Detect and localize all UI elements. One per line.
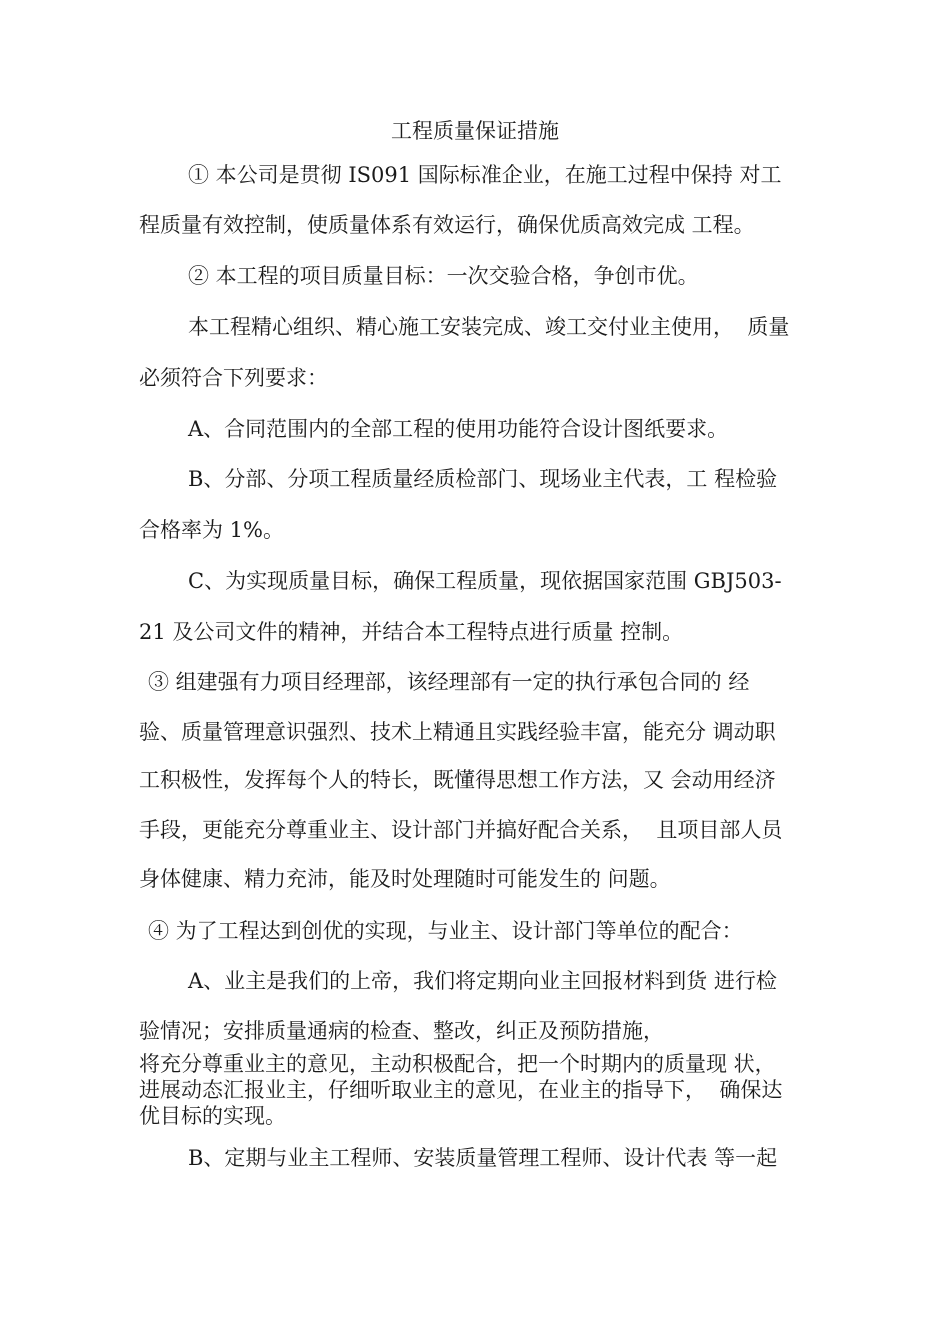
- paragraph-line: 合格率为 1%。: [139, 518, 284, 542]
- paragraph-line: 将充分尊重业主的意见，主动积极配合，把一个时期内的质量现 状，: [139, 1052, 776, 1076]
- paragraph-line: 优目标的实现。: [139, 1104, 286, 1128]
- paragraph-line: A、合同范围内的全部工程的使用功能符合设计图纸要求。: [188, 417, 729, 441]
- paragraph-line: 程质量有效控制，使质量体系有效运行，确保优质高效完成 工程。: [139, 213, 755, 237]
- paragraph-line: 必须符合下列要求：: [139, 366, 328, 390]
- paragraph-line: 本工程精心组织、精心施工安装完成、竣工交付业主使用， 质量: [188, 315, 790, 339]
- paragraph-line: ③ 组建强有力项目经理部，该经理部有一定的执行承包合同的 经: [148, 670, 750, 694]
- paragraph-line: 工积极性，发挥每个人的特长，既懂得思想工作方法，又 会动用经济: [139, 768, 776, 792]
- paragraph-line: 21 及公司文件的精神，并结合本工程特点进行质量 控制。: [139, 620, 684, 644]
- paragraph-line: ① 本公司是贯彻 IS091 国际标准企业，在施工过程中保持 对工: [188, 163, 782, 187]
- paragraph-line: 身体健康、精力充沛，能及时处理随时可能发生的 问题。: [139, 867, 671, 891]
- paragraph-line: C、为实现质量目标，确保工程质量，现依据国家范围 GBJ503-: [188, 569, 782, 593]
- paragraph-line: 验、质量管理意识强烈、技术上精通且实践经验丰富，能充分 调动职: [139, 720, 776, 744]
- document-title: 工程质量保证措施: [391, 119, 559, 143]
- paragraph-line: 验情况；安排质量通病的检查、整改，纠正及预防措施，: [139, 1019, 664, 1043]
- paragraph-line: 手段，更能充分尊重业主、设计部门并搞好配合关系， 且项目部人员: [139, 818, 783, 842]
- paragraph-line: B、分部、分项工程质量经质检部门、现场业主代表，工 程检验: [188, 467, 778, 491]
- paragraph-line: B、定期与业主工程师、安装质量管理工程师、设计代表 等一起: [188, 1146, 778, 1170]
- paragraph-line: ④ 为了工程达到创优的实现，与业主、设计部门等单位的配合：: [148, 919, 743, 943]
- paragraph-line: A、业主是我们的上帝，我们将定期向业主回报材料到货 进行检: [188, 969, 777, 993]
- paragraph-line: ② 本工程的项目质量目标：一次交验合格，争创市优。: [188, 264, 699, 288]
- paragraph-line: 进展动态汇报业主，仔细听取业主的意见，在业主的指导下， 确保达: [139, 1078, 783, 1102]
